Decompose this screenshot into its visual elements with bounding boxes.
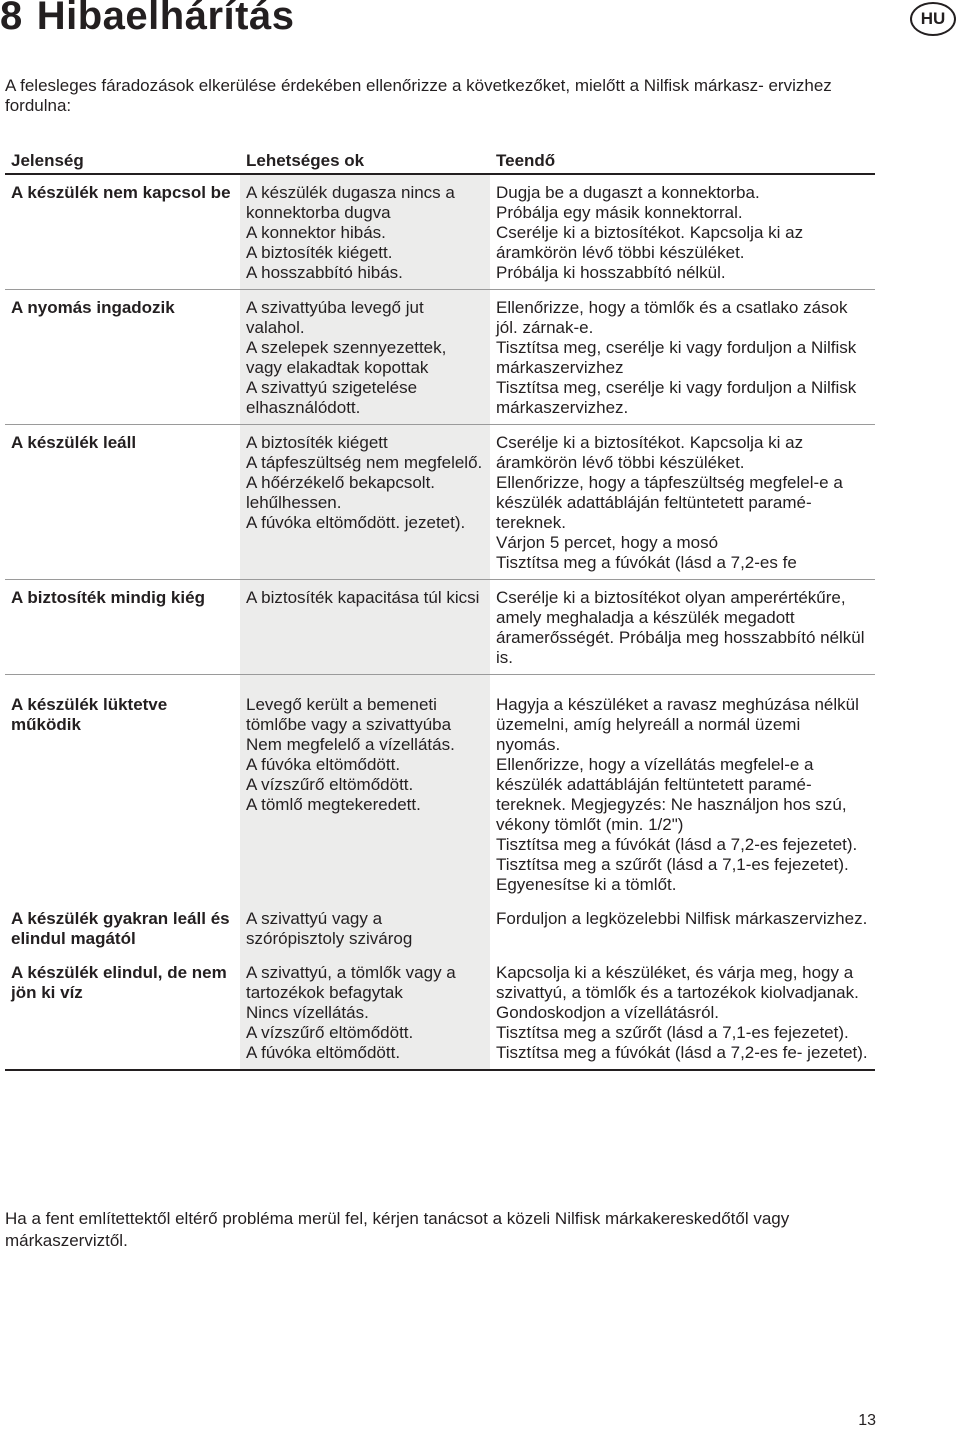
cause-item: A szivattyú vagy a szórópisztoly szivárog xyxy=(246,909,413,948)
remedy-item: Ellenőrizze, hogy a tápfeszültség megfelel-e a készülék adattábláján feltüntetett paramé- tereknek. xyxy=(496,473,843,532)
symptom-cell: A nyomás ingadozik xyxy=(5,290,240,425)
remedy-item: Tisztítsa meg, cserélje ki vagy forduljon a Nilfisk márkaszervizhez xyxy=(496,338,857,377)
table-row xyxy=(5,580,875,675)
cause-item: A szivattyú, a tömlők vagy a tartozékok befagytak xyxy=(246,963,456,1002)
table-row xyxy=(5,955,875,1070)
remedy-item: Cserélje ki a biztosítékot olyan amperértékűre, amely meghaladja a készülék megadott áramerősségét. Próbálja meg hosszabbító nélkül is. xyxy=(496,588,865,667)
cause-item: A biztosíték kiégett xyxy=(246,433,388,452)
remedy-item: Forduljon a legközelebbi Nilfisk márkaszervizhez. xyxy=(496,909,868,928)
remedy-item: Cserélje ki a biztosítékot. Kapcsolja ki az áramkörön lévő többi készüléket. xyxy=(496,433,804,472)
page-number: 13 xyxy=(858,1412,876,1429)
cause-cell xyxy=(240,675,490,902)
cause-item: A hőérzékelő bekapcsolt. lehűlhessen. xyxy=(246,473,436,512)
remedy-cell xyxy=(490,580,875,675)
header-remedy: Teendő xyxy=(490,145,875,174)
remedy-item: Tisztítsa meg, cserélje ki vagy forduljon a Nilfisk márkaszervizhez. xyxy=(496,378,857,417)
remedy-item: Gondoskodjon a vízellátásról. xyxy=(496,1003,720,1022)
cause-cell xyxy=(240,901,490,955)
closing-paragraph: Ha a fent említettektől eltérő probléma merül fel, kérjen tanácsot a közeli Nilfisk márkakereskedőtől vagy márkaszerviztől. xyxy=(5,1209,790,1250)
remedy-item: Tisztítsa meg a fúvókát (lásd a 7,2-es fe- jezetet). xyxy=(496,1043,868,1062)
remedy-cell xyxy=(490,955,875,1070)
symptom-cell: A készülék lüktetve működik xyxy=(11,695,168,734)
cause-item: A készülék dugasza nincs a konnektorba dugva xyxy=(246,183,455,222)
cause-cell xyxy=(240,174,490,290)
symptom-cell: A biztosíték mindig kiég xyxy=(5,580,240,675)
cause-item: A tápfeszültség nem megfelelő. xyxy=(246,453,483,472)
language-badge: HU xyxy=(910,2,956,36)
cause-item: A tömlő megtekeredett. xyxy=(246,795,421,814)
remedy-cell xyxy=(490,901,875,955)
remedy-item: Tisztítsa meg a fúvókát (lásd a 7,2-es fejezetet). xyxy=(496,835,858,854)
remedy-item: Tisztítsa meg a szűrőt (lásd a 7,1-es fejezetet). xyxy=(496,855,849,874)
cause-cell xyxy=(240,580,490,675)
cause-item: A szelepek szennyezettek, vagy elakadtak kopottak xyxy=(246,338,447,377)
remedy-cell xyxy=(490,290,875,425)
troubleshooting-table xyxy=(5,145,875,1071)
remedy-item: Ellenőrizze, hogy a tömlők és a csatlako zások jól. zárnak-e. xyxy=(496,298,848,337)
cause-item: A fúvóka eltömődött. jezetet). xyxy=(246,513,466,532)
remedy-cell xyxy=(490,675,875,902)
chapter-number: 8 xyxy=(0,0,23,38)
remedy-item: Tisztítsa meg a fúvókát (lásd a 7,2-es fe xyxy=(496,553,797,572)
cause-cell xyxy=(240,425,490,580)
table-row xyxy=(5,901,875,955)
header-symptom: Jelenség xyxy=(5,145,240,174)
remedy-item: Várjon 5 percet, hogy a mosó xyxy=(496,533,719,552)
header-cause: Lehetséges ok xyxy=(240,145,490,174)
cause-item: A fúvóka eltömődött. xyxy=(246,1043,401,1062)
chapter-title: Hibaelhárítás xyxy=(36,0,295,38)
symptom-cell: A készülék leáll xyxy=(5,425,240,580)
remedy-item: Hagyja a készüléket a ravasz meghúzása nélkül üzemelni, amíg helyreáll a normál üzemi nyomás. xyxy=(496,695,859,754)
remedy-item: Dugja be a dugaszt a konnektorba. xyxy=(496,183,760,202)
intro-paragraph: A felesleges fáradozások elkerülése érdekében ellenőrizze a következőket, mielőtt a Nilfisk márkasz- ervizhez fordulna: xyxy=(5,76,832,115)
cause-item: Nincs vízellátás. xyxy=(246,1003,369,1022)
cause-item: A vízszűrő eltömődött. xyxy=(246,775,414,794)
symptom-cell: A készülék nem kapcsol be xyxy=(5,174,240,290)
remedy-item: Egyenesítse ki a tömlőt. xyxy=(496,875,677,894)
remedy-item: Kapcsolja ki a készüléket, és várja meg, hogy a szivattyú, a tömlők és a tartozékok kiolvadjanak. xyxy=(496,963,859,1002)
cause-item: A biztosíték kiégett. xyxy=(246,243,393,262)
cause-item: A szivattyúba levegő jut valahol. xyxy=(246,298,424,337)
remedy-item: Cserélje ki a biztosítékot. Kapcsolja ki az áramkörön lévő többi készüléket. xyxy=(496,223,804,262)
remedy-item: Próbálja ki hosszabbító nélkül. xyxy=(496,263,726,282)
remedy-item: Próbálja egy másik konnektorral. xyxy=(496,203,743,222)
cause-cell xyxy=(240,955,490,1070)
remedy-cell xyxy=(490,425,875,580)
cause-item: A konnektor hibás. xyxy=(246,223,386,242)
table-row xyxy=(5,290,875,425)
page-title xyxy=(0,0,294,39)
table-header-row xyxy=(5,145,875,174)
remedy-item: Tisztítsa meg a szűrőt (lásd a 7,1-es fejezetet). xyxy=(496,1023,849,1042)
symptom-cell: A készülék elindul, de nem jön ki víz xyxy=(5,955,240,1070)
cause-item: A fúvóka eltömődött. xyxy=(246,755,401,774)
cause-item: A biztosíték kapacitása túl kicsi xyxy=(246,588,480,607)
table-row xyxy=(5,675,875,902)
remedy-cell xyxy=(490,174,875,290)
cause-cell xyxy=(240,290,490,425)
symptom-cell: A készülék gyakran leáll és elindul magától xyxy=(11,909,230,948)
cause-item: A hosszabbító hibás. xyxy=(246,263,403,282)
cause-item: A szivattyú szigetelése elhasználódott. xyxy=(246,378,418,417)
table-row xyxy=(5,174,875,290)
cause-item: A vízszűrő eltömődött. xyxy=(246,1023,414,1042)
table-row xyxy=(5,425,875,580)
remedy-item: Ellenőrizze, hogy a vízellátás megfelel-e a készülék adattábláján feltüntetett paramé- tereknek. Megjegyzés: Ne használjon hos szú, vékony tömlőt (min. 1/2") xyxy=(496,755,847,834)
cause-item: Levegő került a bemeneti tömlőbe vagy a szivattyúba xyxy=(246,695,452,734)
cause-item: Nem megfelelő a vízellátás. xyxy=(246,735,455,754)
